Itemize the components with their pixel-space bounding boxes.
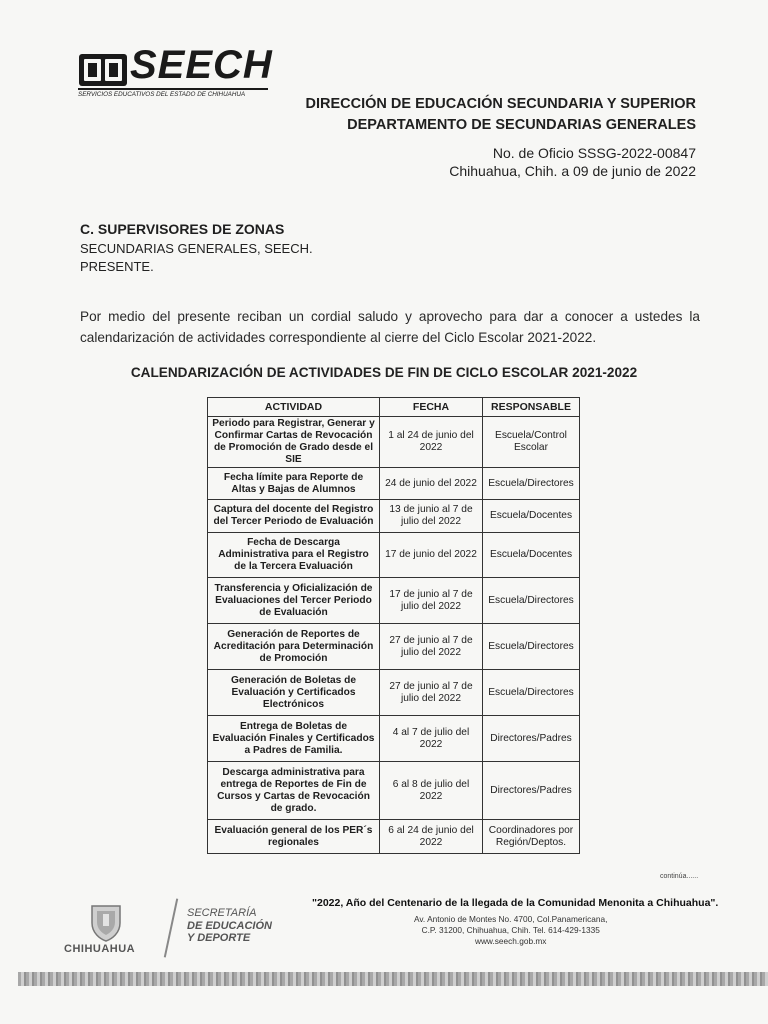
logo-subtitle: SERVICIOS EDUCATIVOS DEL ESTADO DE CHIHUAHUA bbox=[78, 91, 246, 98]
cell-actividad: Fecha límite para Reporte de Altas y Bajas de Alumnos bbox=[208, 468, 380, 500]
cell-responsable: Directores/Padres bbox=[483, 762, 580, 820]
address-line2: C.P. 31200, Chihuahua, Chih. Tel. 614-429-1335 bbox=[421, 925, 600, 935]
addressee-title: C. SUPERVISORES DE ZONAS bbox=[80, 221, 285, 237]
intro-paragraph: Por medio del presente reciban un cordial saludo y aprovecho para dar a conocer a ustedes la calendarización de actividades correspondiente al cierre del Ciclo Escolar 2021-2022. bbox=[80, 309, 700, 345]
cell-actividad: Generación de Reportes de Acreditación para Determinación de Promoción bbox=[208, 624, 380, 670]
cell-fecha: 17 de junio del 2022 bbox=[380, 533, 483, 578]
footer-motto: "2022, Año del Centenario de la llegada de la Comunidad Menonita a Chihuahua". bbox=[312, 897, 719, 909]
cell-responsable: Escuela/Docentes bbox=[483, 500, 580, 533]
cell-actividad: Descarga administrativa para entrega de Reportes de Fin de Cursos y Cartas de Revocación de grado. bbox=[208, 762, 380, 820]
table-row bbox=[208, 716, 580, 762]
continua-note: continúa...... bbox=[660, 873, 699, 880]
header-responsable: RESPONSABLE bbox=[483, 398, 580, 417]
footer-secretaria bbox=[187, 907, 272, 945]
cell-fecha: 27 de junio al 7 de julio del 2022 bbox=[380, 670, 483, 716]
cell-actividad: Evaluación general de los PER´s regionales bbox=[208, 820, 380, 854]
cell-responsable: Escuela/Docentes bbox=[483, 533, 580, 578]
cell-fecha: 4 al 7 de julio del 2022 bbox=[380, 716, 483, 762]
table-row bbox=[208, 533, 580, 578]
cell-fecha: 1 al 24 de junio del 2022 bbox=[380, 417, 483, 468]
cell-actividad: Transferencia y Oficialización de Evaluaciones del Tercer Periodo de Evaluación bbox=[208, 578, 380, 624]
table-row bbox=[208, 624, 580, 670]
calendar-table bbox=[207, 397, 580, 854]
cell-responsable: Escuela/Directores bbox=[483, 578, 580, 624]
cell-responsable: Coordinadores por Región/Deptos. bbox=[483, 820, 580, 854]
footer-chihuahua-label: CHIHUAHUA bbox=[64, 943, 136, 955]
oficio-number: No. de Oficio SSSG-2022-00847 bbox=[492, 145, 696, 161]
seech-logo-text: SEECH bbox=[130, 43, 273, 87]
table-row bbox=[208, 670, 580, 716]
header-actividad: ACTIVIDAD bbox=[208, 398, 380, 417]
table-row bbox=[208, 578, 580, 624]
chihuahua-coat-of-arms-icon bbox=[88, 903, 124, 943]
cell-actividad: Entrega de Boletas de Evaluación Finales y Certificados a Padres de Familia. bbox=[208, 716, 380, 762]
secretaria-line2: DE EDUCACIÓN bbox=[187, 919, 272, 932]
scan-bottom-strip bbox=[18, 972, 768, 986]
cell-responsable: Escuela/Directores bbox=[483, 468, 580, 500]
table-row bbox=[208, 468, 580, 500]
cell-actividad: Periodo para Registrar, Generar y Confirmar Cartas de Revocación de Promoción de Grado desde el SIE bbox=[208, 417, 380, 468]
addressee-org: SECUNDARIAS GENERALES, SEECH. bbox=[80, 241, 313, 256]
secretaria-line1: SECRETARÍA bbox=[187, 907, 257, 919]
secretaria-line3: Y DEPORTE bbox=[187, 932, 251, 944]
logo-divider bbox=[78, 88, 268, 90]
cell-responsable: Escuela/Control Escolar bbox=[483, 417, 580, 468]
footer-address bbox=[414, 914, 607, 947]
place-date: Chihuahua, Chih. a 09 de junio de 2022 bbox=[449, 163, 696, 179]
cell-actividad: Fecha de Descarga Administrativa para el Registro de la Tercera Evaluación bbox=[208, 533, 380, 578]
table-row bbox=[208, 417, 580, 468]
cell-fecha: 6 al 24 de junio del 2022 bbox=[380, 820, 483, 854]
cell-responsable: Escuela/Directores bbox=[483, 624, 580, 670]
footer-divider bbox=[164, 898, 178, 957]
table-header-row bbox=[208, 398, 580, 417]
address-line1: Av. Antonio de Montes No. 4700, Col.Panamericana, bbox=[414, 914, 608, 924]
addressee-presente: PRESENTE. bbox=[80, 259, 154, 274]
header-fecha: FECHA bbox=[380, 398, 483, 417]
header-direccion: DIRECCIÓN DE EDUCACIÓN SECUNDARIA Y SUPERIOR bbox=[305, 96, 696, 112]
cell-responsable: Directores/Padres bbox=[483, 716, 580, 762]
table-row bbox=[208, 500, 580, 533]
cell-actividad: Captura del docente del Registro del Tercer Periodo de Evaluación bbox=[208, 500, 380, 533]
cell-fecha: 17 de junio al 7 de julio del 2022 bbox=[380, 578, 483, 624]
cell-fecha: 6 al 8 de julio del 2022 bbox=[380, 762, 483, 820]
cell-responsable: Escuela/Directores bbox=[483, 670, 580, 716]
calendar-title: CALENDARIZACIÓN DE ACTIVIDADES DE FIN DE CICLO ESCOLAR 2021-2022 bbox=[130, 365, 638, 380]
table-row bbox=[208, 820, 580, 854]
cell-fecha: 13 de junio al 7 de julio del 2022 bbox=[380, 500, 483, 533]
cell-fecha: 24 de junio del 2022 bbox=[380, 468, 483, 500]
table-row bbox=[208, 762, 580, 820]
seech-book-logo-icon bbox=[78, 52, 128, 88]
cell-fecha: 27 de junio al 7 de julio del 2022 bbox=[380, 624, 483, 670]
cell-actividad: Generación de Boletas de Evaluación y Certificados Electrónicos bbox=[208, 670, 380, 716]
header-departamento: DEPARTAMENTO DE SECUNDARIAS GENERALES bbox=[347, 117, 696, 133]
website-link[interactable]: www.seech.gob.mx bbox=[474, 936, 547, 946]
